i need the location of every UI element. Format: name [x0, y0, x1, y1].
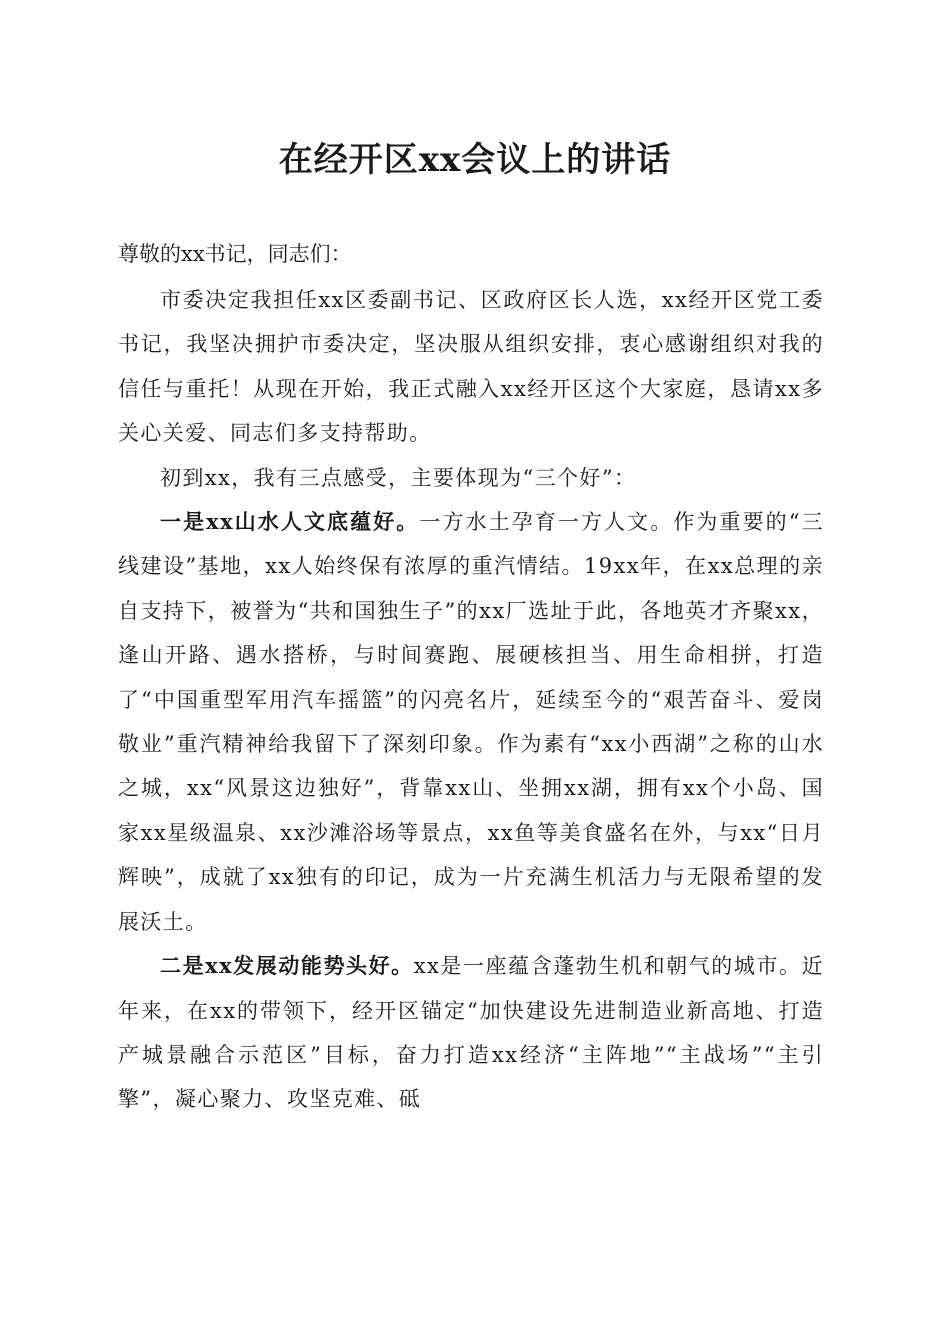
- paragraph-text: 初到xx，我有三点感受，主要体现为“三个好”：: [160, 465, 637, 490]
- paragraph-text: xx是一座蕴含蓬勃生机和朝气的城市。近年来，在xx的带领下，经开区锚定“加快建设先进制造业新高地、打造产城景融合示范区”目标，奋力打造xx经济“主阵地”“主战场”“主引擎”，凝心聚力、攻坚克难、砥: [118, 954, 824, 1112]
- paragraph-impressions: [118, 456, 824, 500]
- paragraph-text: 一方水土孕育一方人文。作为重要的“三线建设”基地，xx人始终保有浓厚的重汽情结。19xx年，在xx总理的亲自支持下，被誉为“共和国独生子”的xx厂选址于此，各地英才齐聚xx，逢山开路、遇水搭桥，与时间赛跑、展硬核担当、用生命相拼，打造了“中国重型军用汽车摇篮”的闪亮名片，延续至今的“艰苦奋斗、爱岗敬业”重汽精神给我留下了深刻印象。作为素有“xx小西湖”之称的山水之城，xx“风景这边独好”，背靠xx山、坐拥xx湖，拥有xx个小岛、国家xx星级温泉、xx沙滩浴场等景点，xx鱼等美食盛名在外，与xx“日月辉映”，成就了xx独有的印记，成为一片充满生机活力与无限希望的发展沃土。: [118, 510, 824, 934]
- paragraph-lead: 一是xx山水人文底蕴好。: [160, 509, 420, 535]
- salutation: 尊敬的xx书记，同志们：: [118, 242, 352, 266]
- paragraph-point-two: [118, 944, 824, 1122]
- paragraph-appointment: [118, 278, 824, 456]
- document-title: 在经开区xx会议上的讲话: [278, 140, 672, 180]
- document-body: [118, 278, 824, 1122]
- paragraph-text: 市委决定我担任xx区委副书记、区政府区长人选，xx经开区党工委书记，我坚决拥护市委决定，坚决服从组织安排，衷心感谢组织对我的信任与重托！从现在开始，我正式融入xx经开区这个大家庭，恳请xx多关心关爱、同志们多支持帮助。: [118, 288, 824, 446]
- paragraph-lead: 二是xx发展动能势头好。: [160, 953, 414, 979]
- paragraph-point-one: [118, 500, 824, 944]
